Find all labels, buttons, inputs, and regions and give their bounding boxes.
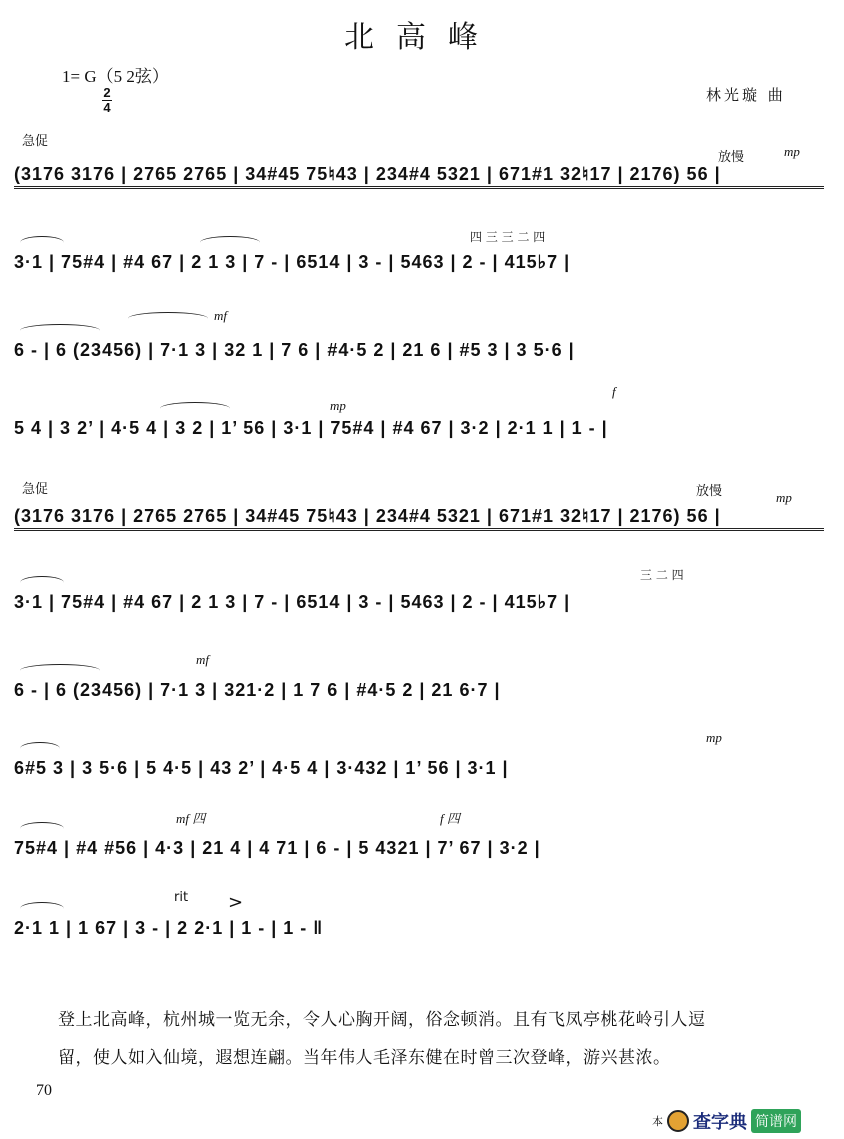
score-line-1: (3176 3176 | 2765 2765 | 34#45 75♮43 | 234#4 5321 | 671#1 32♮17 | 2176) 56 |	[14, 164, 721, 184]
composer: 林光璇 曲	[706, 86, 786, 104]
slur	[20, 742, 60, 755]
slow-mark: 放慢	[696, 484, 723, 499]
tempo-mark: 急促	[22, 134, 49, 149]
score-line-6: 3·1 | 75#4 | #4 67 | 2 1 3 | 7 - | 6514 | 3 - | 5463 | 2 - | 415♭7 |	[14, 592, 571, 612]
score-line-2: 3·1 | 75#4 | #4 67 | 2 1 3 | 7 - | 6514 | 3 - | 5463 | 2 - | 415♭7 |	[14, 252, 571, 272]
slur	[128, 312, 208, 325]
page-number: 70	[36, 1082, 52, 1099]
dynamic-mark: mp	[330, 398, 346, 413]
meter-top: 2	[103, 85, 111, 100]
slur	[20, 664, 100, 677]
slow-mark: 放慢	[718, 150, 745, 165]
tempo-mark: 急促	[22, 482, 49, 497]
description-line-1: 登上北高峰，杭州城一览无余，令人心胸开阔，俗念顿消。且有飞凤亭桃花岭引人逗	[58, 1010, 706, 1030]
slur	[20, 324, 100, 337]
logo-icon	[667, 1110, 689, 1132]
rit-mark: rit	[174, 890, 189, 905]
score-line-7: 6 - | 6 (23456) | 7·1 3 | 321·2 | 1 7 6 | #4·5 2 | 21 6·7 |	[14, 680, 501, 700]
logo-prefix: 本	[652, 1115, 663, 1128]
slur	[20, 822, 64, 835]
dynamic-mark-f: f 四	[440, 811, 460, 826]
dynamic-mark: mf	[196, 652, 209, 667]
beam-line	[14, 186, 824, 189]
slur	[200, 236, 260, 249]
score-line-4: 5 4 | 3 2’ | 4·5 4 | 3 2 | 1’ 56 | 3·1 | 75#4 | #4 67 | 3·2 | 2·1 1 | 1 - |	[14, 418, 608, 438]
score-line-5: (3176 3176 | 2765 2765 | 34#45 75♮43 | 234#4 5321 | 671#1 32♮17 | 2176) 56 |	[14, 506, 721, 526]
dynamic-mark: mf 四	[176, 811, 206, 826]
meter-bottom: 4	[103, 100, 111, 115]
bowing-mark: 三 二 四	[640, 568, 684, 582]
dynamic-mark-f: f	[612, 384, 616, 399]
dynamic-mark: mp	[776, 490, 792, 505]
slur	[20, 576, 64, 589]
score-line-3: 6 - | 6 (23456) | 7·1 3 | 32 1 | 7 6 | #4·5 2 | 21 6 | #5 3 | 3 5·6 |	[14, 340, 575, 360]
score-line-8: 6#5 3 | 3 5·6 | 5 4·5 | 43 2’ | 4·5 4 | 3·432 | 1’ 56 | 3·1 |	[14, 758, 509, 778]
dynamic-mark: mf	[214, 308, 227, 323]
accent-mark: >	[228, 892, 244, 913]
score-line-10: 2·1 1 | 1 67 | 3 - | 2 2·1 | 1 - | 1 - ‖	[14, 918, 324, 938]
logo-name: 查字典	[693, 1112, 747, 1133]
slur	[20, 902, 64, 915]
score-line-9: 75#4 | #4 #56 | 4·3 | 21 4 | 4 71 | 6 - | 5 4321 | 7’ 67 | 3·2 |	[14, 838, 541, 858]
slur	[160, 402, 230, 415]
description-line-2: 留，使人如入仙境，遐想连翩。当年伟人毛泽东健在时曾三次登峰，游兴甚浓。	[58, 1048, 671, 1068]
dynamic-mark: mp	[706, 730, 722, 745]
site-logo[interactable]	[652, 1108, 801, 1134]
bowing-mark: 四 三 三 二 四	[470, 230, 546, 244]
dynamic-mark: mp	[784, 144, 800, 159]
slur	[20, 236, 64, 249]
key-signature: 1= G（5 2弦）	[62, 67, 169, 86]
description	[58, 1001, 828, 1077]
page-title: 北高峰	[344, 20, 500, 55]
time-signature	[102, 86, 112, 115]
beam-line	[14, 528, 824, 531]
logo-site: 简谱网	[751, 1109, 801, 1133]
